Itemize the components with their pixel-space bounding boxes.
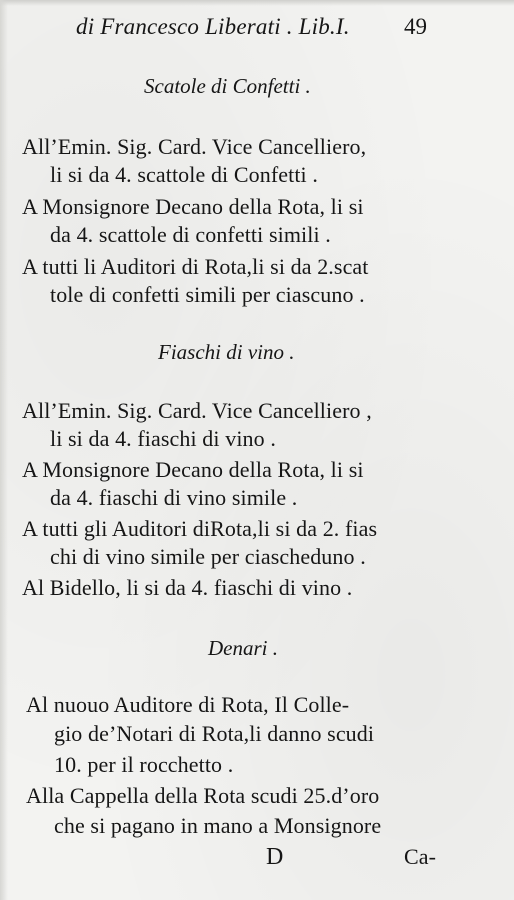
text-line: All’Emin. Sig. Card. Vice Cancelliero , (22, 398, 372, 423)
catchword: Ca- (404, 844, 437, 869)
section-heading: Fiaschi di vino . (158, 340, 295, 364)
text-line: li si da 4. fiaschi di vino . (50, 426, 276, 451)
text-line: 10. per il rocchetto . (54, 752, 234, 777)
text-line: Al nuouo Auditore di Rota, Il Colle- (26, 692, 350, 717)
text-line: A tutti li Auditori di Rota,li si da 2.scat (22, 254, 369, 279)
text-line: Al Bidello, li si da 4. fiaschi di vino . (22, 575, 353, 600)
running-head-title: di Francesco Liberati . Lib.I. (76, 14, 350, 39)
section-heading: Scatole di Confetti . (144, 74, 311, 98)
text-line: Alla Cappella della Rota scudi 25.d’oro (26, 783, 380, 808)
page-edge-left (0, 0, 8, 900)
page-number: 49 (404, 14, 427, 39)
text-line: li si da 4. scattole di Confetti . (50, 162, 318, 187)
text-line: chi di vino simile per ciascheduno . (50, 544, 366, 569)
text-line: A Monsignore Decano della Rota, li si (22, 194, 364, 219)
text-line: A tutti gli Auditori diRota,li si da 2. fias (22, 516, 378, 541)
text-line: tole di confetti simili per ciascuno . (50, 282, 365, 307)
text-line: da 4. scattole di confetti simili . (50, 222, 331, 247)
text-line: da 4. fiaschi di vino simile . (50, 485, 298, 510)
text-line: che si pagano in mano a Monsignore (54, 813, 382, 838)
section-heading: Denari . (208, 636, 278, 660)
text-line: gio de’Notari di Rota,li danno scudi (54, 721, 375, 746)
page-edge-top (0, 0, 514, 6)
text-line: All’Emin. Sig. Card. Vice Cancelliero, (22, 134, 367, 159)
signature-mark: D (266, 844, 284, 870)
text-line: A Monsignore Decano della Rota, li si (22, 457, 364, 482)
